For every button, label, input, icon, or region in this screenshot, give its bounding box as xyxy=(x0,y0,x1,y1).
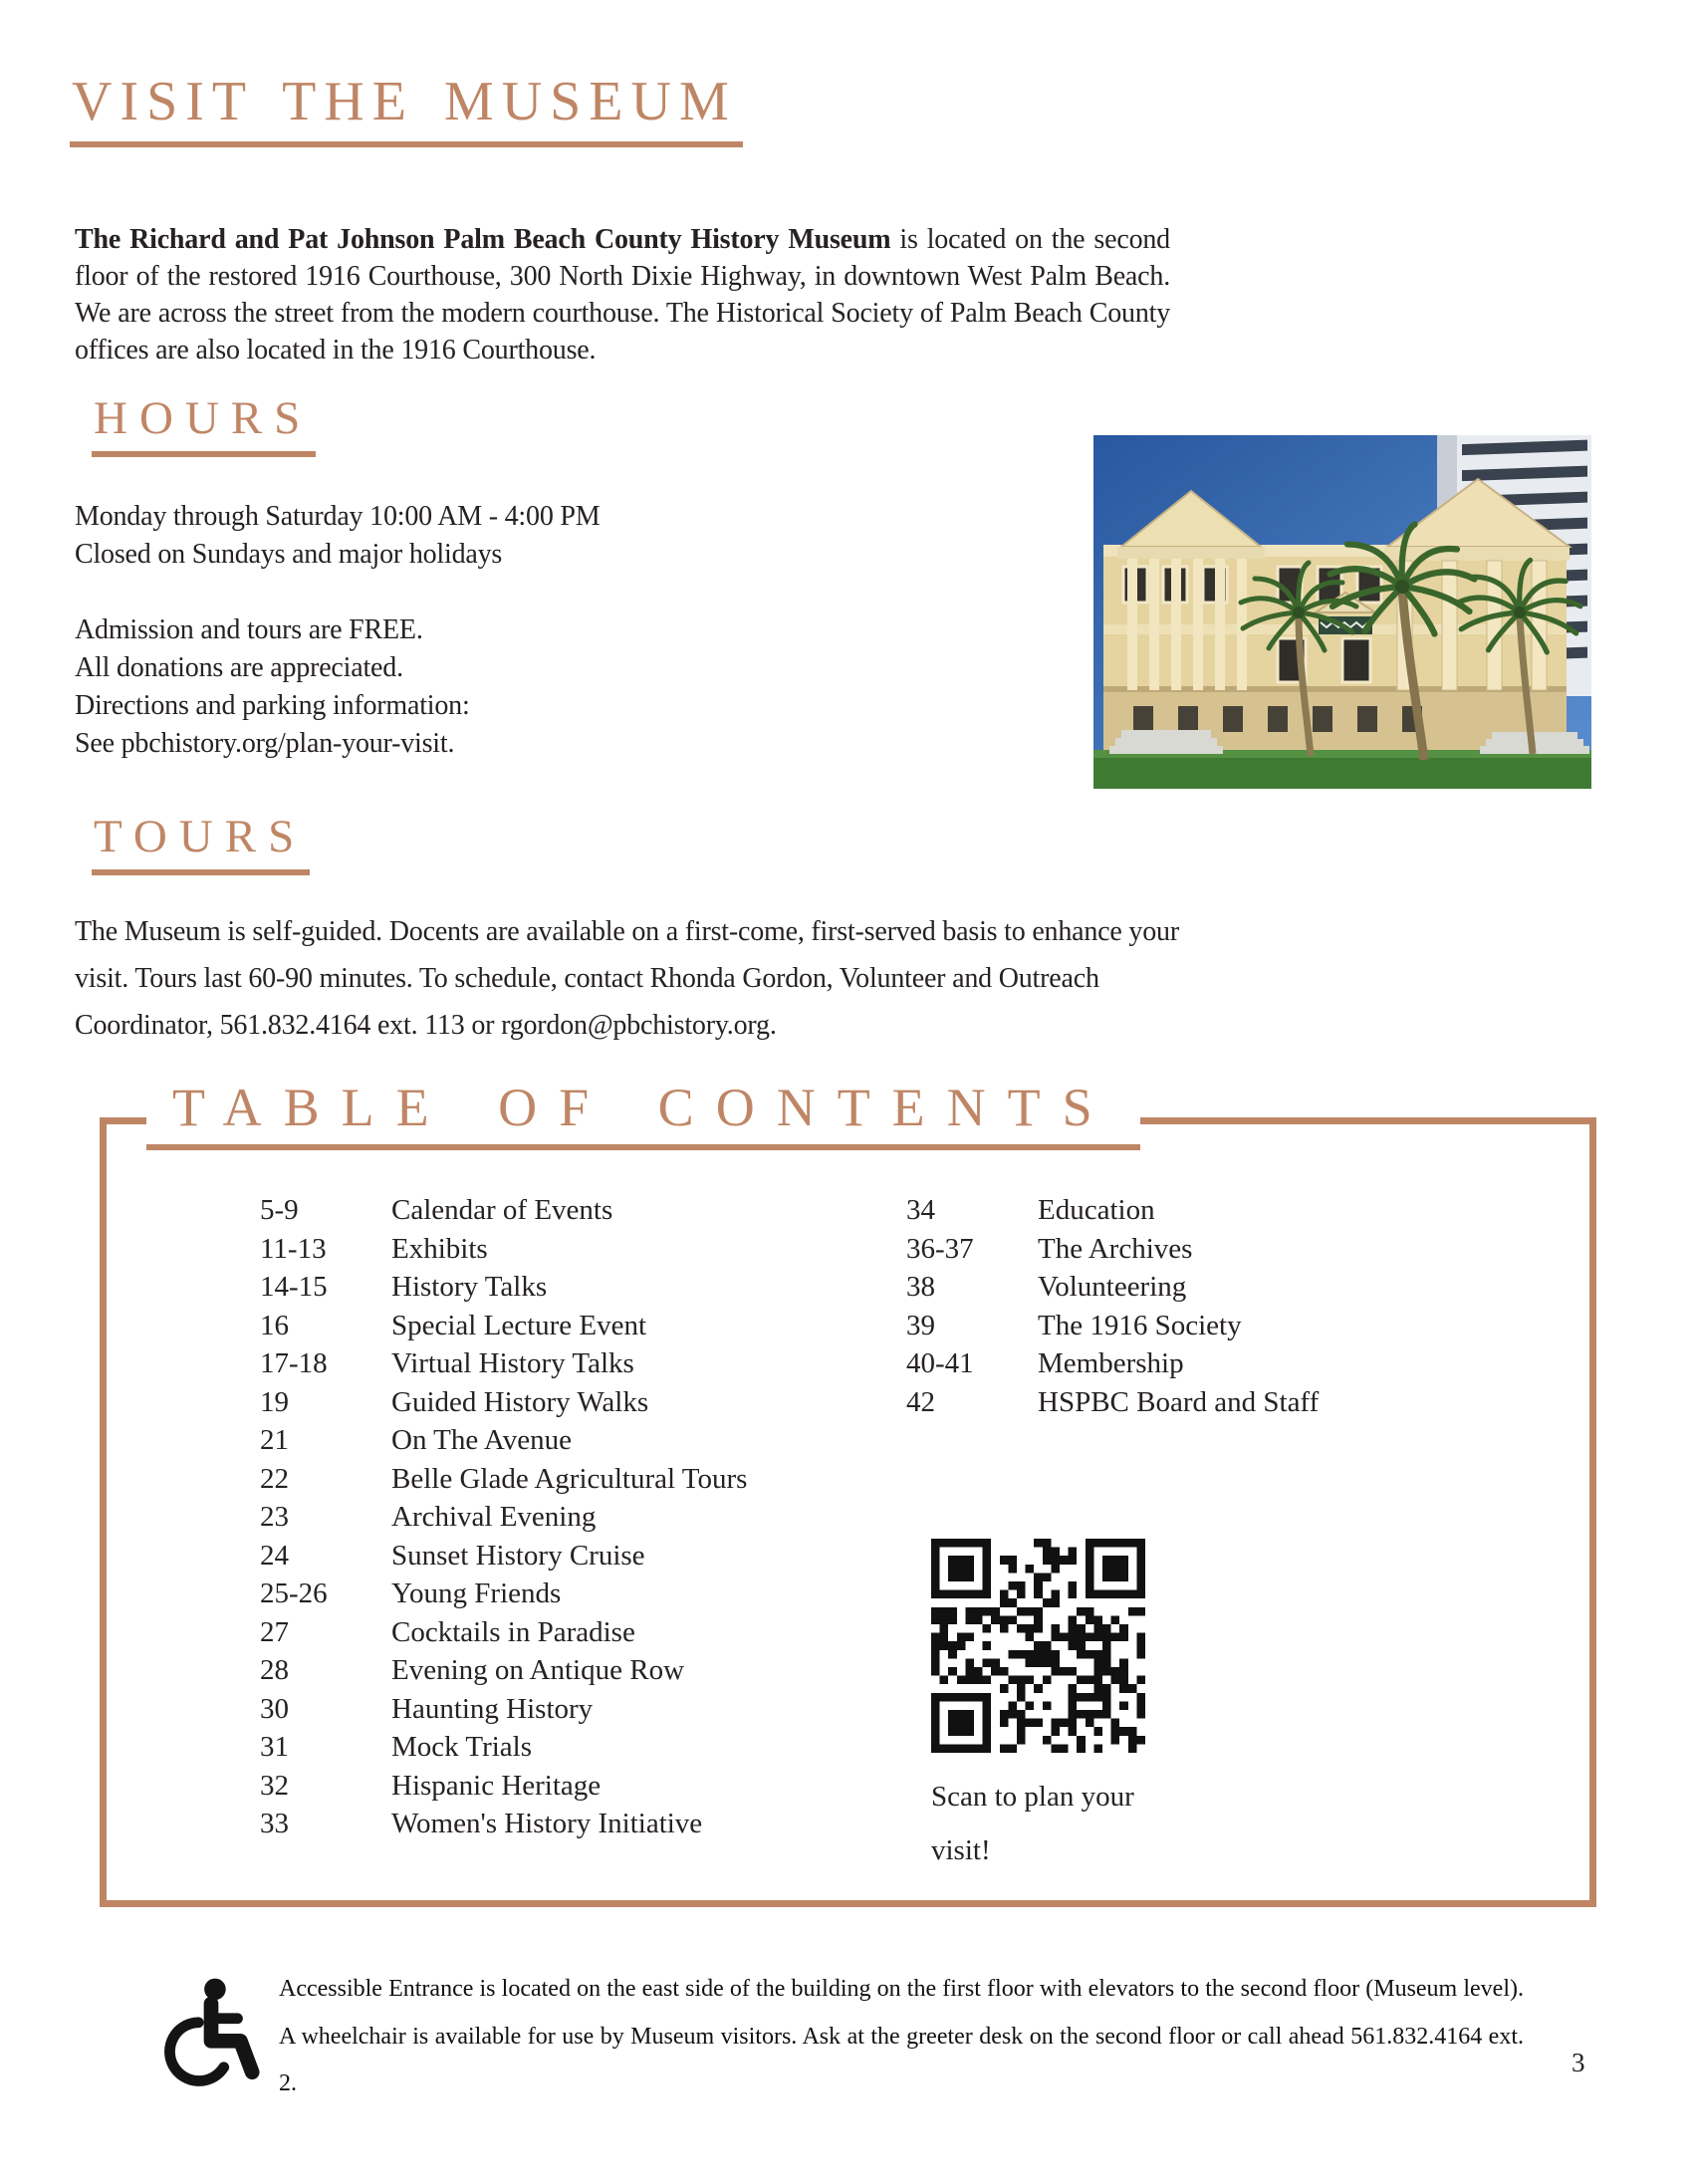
toc-entry-label: Special Lecture Event xyxy=(391,1309,647,1341)
toc-entry xyxy=(906,1344,1319,1383)
hours-info-line: Admission and tours are FREE. xyxy=(75,614,423,645)
tours-title: TOURS xyxy=(92,813,310,875)
intro-paragraph xyxy=(75,221,1170,368)
toc-entry xyxy=(260,1191,747,1230)
toc-page-range: 39 xyxy=(906,1309,935,1341)
toc-entry xyxy=(260,1651,747,1690)
intro-rest: is located on the second floor of the restored 1916 Courthouse, 300 North Dixie Highway, in downtown West Palm Beach. We are across the street from the modern courthouse. The Historical Society of Palm Beach County offices are also located in the 1916 Courthouse. xyxy=(75,224,1170,365)
toc-left-column xyxy=(260,1191,747,1843)
toc-entry xyxy=(260,1613,747,1652)
toc-entry-label: Cocktails in Paradise xyxy=(391,1615,635,1648)
toc-page-range: 34 xyxy=(906,1194,935,1226)
accessibility-note: Accessible Entrance is located on the east side of the building on the first floor with elevators to the second floor (Museum level). A wheelchair is available for use by Museum visitors. Ask at the greeter desk on the second floor or call ahead 561.832.4164 ext. 2. xyxy=(279,1976,1524,2096)
hours-info-line: All donations are appreciated. xyxy=(75,652,403,683)
toc-entry xyxy=(260,1575,747,1613)
toc-entry-label: Young Friends xyxy=(391,1577,562,1609)
toc-entry-label: Guided History Walks xyxy=(391,1385,649,1418)
toc-page-range: 11-13 xyxy=(260,1232,327,1265)
table-of-contents-box xyxy=(100,1078,1596,1907)
toc-page-range: 22 xyxy=(260,1462,289,1495)
toc-right-column xyxy=(906,1191,1319,1421)
toc-entry-label: Sunset History Cruise xyxy=(391,1539,645,1572)
courthouse-photo xyxy=(1093,435,1591,789)
toc-entry-label: The 1916 Society xyxy=(1038,1309,1242,1341)
toc-entry-label: On The Avenue xyxy=(391,1424,572,1456)
hours-info xyxy=(75,611,470,763)
toc-entry-label: The Archives xyxy=(1038,1232,1193,1265)
toc-entry xyxy=(260,1537,747,1576)
toc-page-range: 25-26 xyxy=(260,1577,328,1609)
toc-page-range: 23 xyxy=(260,1501,289,1533)
toc-page-range: 36-37 xyxy=(906,1232,974,1265)
hours-schedule xyxy=(75,498,600,574)
hours-info-line: See pbchistory.org/plan-your-visit. xyxy=(75,728,455,759)
hours-info-line: Directions and parking information: xyxy=(75,690,470,721)
wheelchair-accessibility-icon xyxy=(162,1975,260,2090)
hours-schedule-line: Monday through Saturday 10:00 AM - 4:00 PM xyxy=(75,501,601,532)
toc-page-range: 27 xyxy=(260,1615,289,1648)
toc-page-range: 17-18 xyxy=(260,1347,328,1379)
hours-title: HOURS xyxy=(92,394,316,457)
tours-paragraph: The Museum is self-guided. Docents are available on a first-come, first-served basis to enhance your visit. Tours last 60-90 minutes. To schedule, contact Rhonda Gordon, Volunteer and Outreach Coordinator, 561.832.4164 ext. 113 or rgordon@pbchistory.org. xyxy=(75,916,1179,1041)
toc-entry xyxy=(906,1268,1319,1307)
toc-page-range: 31 xyxy=(260,1731,289,1763)
toc-entry xyxy=(260,1344,747,1383)
toc-entry xyxy=(260,1460,747,1499)
toc-page-range: 33 xyxy=(260,1808,289,1839)
toc-title: TABLE OF CONTENTS xyxy=(146,1081,1140,1150)
visit-the-museum-title: VISIT THE MUSEUM xyxy=(70,72,743,147)
toc-page-range: 19 xyxy=(260,1385,289,1418)
toc-entry xyxy=(260,1728,747,1767)
toc-entry-label: Education xyxy=(1038,1194,1155,1226)
toc-entry-label: Belle Glade Agricultural Tours xyxy=(391,1462,748,1495)
toc-page-range: 42 xyxy=(906,1385,935,1418)
museum-name-bold: The Richard and Pat Johnson Palm Beach County History Museum xyxy=(75,224,891,255)
toc-entry-label: HSPBC Board and Staff xyxy=(1038,1385,1320,1418)
page-number: 3 xyxy=(1572,2048,1585,2077)
toc-page-range: 30 xyxy=(260,1692,289,1725)
toc-entry-label: Exhibits xyxy=(391,1232,488,1265)
toc-entry xyxy=(906,1307,1319,1345)
toc-entry xyxy=(906,1383,1319,1422)
toc-entry xyxy=(260,1383,747,1422)
toc-entry-label: Volunteering xyxy=(1038,1271,1187,1303)
toc-page-range: 16 xyxy=(260,1309,289,1341)
toc-page-range: 28 xyxy=(260,1654,289,1686)
toc-page-range: 5-9 xyxy=(260,1194,299,1226)
toc-page-range: 40-41 xyxy=(906,1347,974,1379)
toc-page-range: 24 xyxy=(260,1539,289,1572)
toc-page-range: 38 xyxy=(906,1271,935,1303)
toc-entry xyxy=(906,1191,1319,1230)
toc-entry-label: Virtual History Talks xyxy=(391,1347,634,1379)
toc-entry-label: Archival Evening xyxy=(391,1501,597,1533)
toc-entry xyxy=(260,1268,747,1307)
toc-entry-label: Hispanic Heritage xyxy=(391,1769,602,1802)
toc-entry xyxy=(260,1498,747,1537)
toc-entry xyxy=(260,1307,747,1345)
toc-entry-label: Membership xyxy=(1038,1347,1184,1379)
qr-caption: Scan to plan your visit! xyxy=(931,1781,1134,1866)
hours-schedule-line: Closed on Sundays and major holidays xyxy=(75,539,503,570)
toc-entry xyxy=(260,1805,747,1843)
toc-entry xyxy=(260,1767,747,1806)
toc-entry-label: Women's History Initiative xyxy=(391,1808,703,1839)
toc-page-range: 21 xyxy=(260,1424,289,1456)
toc-page-range: 32 xyxy=(260,1769,289,1802)
toc-entry-label: Mock Trials xyxy=(391,1731,533,1763)
toc-entry xyxy=(260,1690,747,1729)
toc-entry-label: Calendar of Events xyxy=(391,1194,613,1226)
toc-entry xyxy=(260,1421,747,1460)
toc-entry-label: History Talks xyxy=(391,1271,548,1303)
toc-entry xyxy=(906,1230,1319,1269)
toc-entry-label: Evening on Antique Row xyxy=(391,1654,685,1686)
toc-page-range: 14-15 xyxy=(260,1271,328,1303)
qr-code xyxy=(931,1539,1145,1753)
toc-entry-label: Haunting History xyxy=(391,1692,594,1725)
toc-entry xyxy=(260,1230,747,1269)
